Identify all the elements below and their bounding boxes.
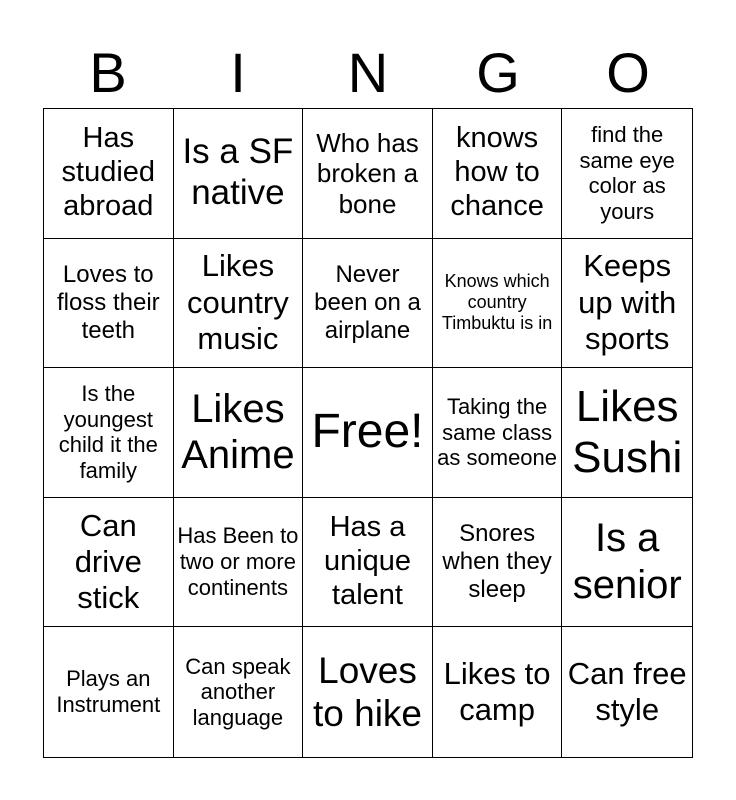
bingo-cell-text: Likes Sushi bbox=[572, 382, 683, 483]
bingo-cell-text: Plays an Instrument bbox=[56, 666, 161, 718]
header-letter-n: N bbox=[347, 41, 389, 104]
bingo-cell-text: Free! bbox=[311, 405, 424, 459]
bingo-cell[interactable] bbox=[44, 498, 174, 628]
bingo-cell[interactable] bbox=[303, 109, 433, 239]
bingo-header bbox=[43, 38, 693, 108]
bingo-cell[interactable] bbox=[433, 368, 563, 498]
bingo-cell-text: Knows which country Timbuktu is in bbox=[441, 271, 553, 334]
bingo-cell[interactable] bbox=[174, 498, 304, 628]
bingo-cell[interactable] bbox=[562, 239, 692, 369]
bingo-cell[interactable] bbox=[433, 498, 563, 628]
bingo-cell[interactable] bbox=[174, 109, 304, 239]
bingo-cell-text: Likes to camp bbox=[443, 655, 551, 728]
bingo-cell-text: Is a SF native bbox=[182, 132, 294, 213]
bingo-cell[interactable] bbox=[44, 239, 174, 369]
free-space-cell[interactable] bbox=[303, 368, 433, 498]
bingo-cell-text: Loves to floss their teeth bbox=[56, 260, 160, 344]
header-letter-o: O bbox=[606, 41, 650, 104]
bingo-cell[interactable] bbox=[433, 239, 563, 369]
bingo-board bbox=[43, 108, 693, 758]
bingo-cell-text: Can speak another language bbox=[185, 653, 291, 731]
bingo-cell-text: Can drive stick bbox=[74, 507, 142, 616]
bingo-cell[interactable] bbox=[562, 109, 692, 239]
bingo-cell-text: Has a unique talent bbox=[323, 511, 412, 612]
bingo-cell[interactable] bbox=[433, 627, 563, 757]
bingo-cell-text: Is the youngest child it the family bbox=[58, 381, 158, 484]
bingo-cell-text: knows how to chance bbox=[450, 122, 544, 223]
bingo-cell-text: Can free style bbox=[567, 655, 687, 728]
bingo-cell-text: Has studied abroad bbox=[61, 122, 156, 223]
header-letter-b: B bbox=[89, 41, 127, 104]
bingo-cell[interactable] bbox=[562, 627, 692, 757]
bingo-cell[interactable] bbox=[303, 239, 433, 369]
bingo-cell-text: find the same eye color as yours bbox=[579, 121, 675, 225]
bingo-cell-text: Snores when they sleep bbox=[442, 519, 552, 604]
bingo-cell-text: Has Been to two or more continents bbox=[177, 523, 299, 600]
bingo-cell-text: Who has broken a bone bbox=[316, 127, 419, 219]
bingo-cell-text: Keeps up with sports bbox=[578, 248, 677, 357]
bingo-cell-text: Taking the same class as someone bbox=[437, 393, 558, 471]
bingo-cell-text: Likes Anime bbox=[181, 386, 295, 478]
bingo-cell-text: Never been on a airplane bbox=[314, 260, 421, 344]
header-letter-i: I bbox=[230, 41, 246, 104]
bingo-cell[interactable] bbox=[562, 498, 692, 628]
bingo-cell[interactable] bbox=[562, 368, 692, 498]
header-letter-g: G bbox=[476, 41, 520, 104]
bingo-cell[interactable] bbox=[44, 368, 174, 498]
bingo-cell[interactable] bbox=[433, 109, 563, 239]
bingo-cell[interactable] bbox=[174, 627, 304, 757]
bingo-cell[interactable] bbox=[44, 627, 174, 757]
bingo-cell[interactable] bbox=[44, 109, 174, 239]
bingo-cell[interactable] bbox=[174, 368, 304, 498]
bingo-cell[interactable] bbox=[174, 239, 304, 369]
bingo-cell-text: Is a senior bbox=[572, 516, 682, 608]
bingo-cell-text: Likes country music bbox=[187, 248, 289, 357]
bingo-cell[interactable] bbox=[303, 498, 433, 628]
bingo-cell[interactable] bbox=[303, 627, 433, 757]
bingo-cell-text: Loves to hike bbox=[312, 649, 422, 735]
